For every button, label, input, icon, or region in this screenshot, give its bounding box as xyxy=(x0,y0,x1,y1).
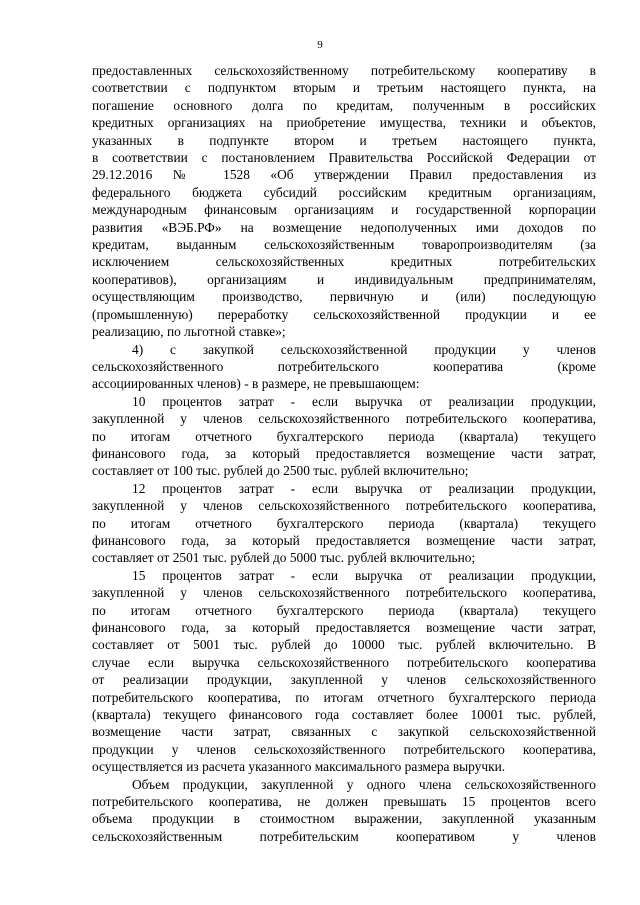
text-line: финансового года, за который предоставляется возмещение части затрат, xyxy=(92,620,596,635)
paragraph xyxy=(92,776,596,846)
text-line: кредитных организациях на приобретение имущества, техники и объектов, xyxy=(92,115,596,131)
text-line: исключением сельскохозяйственных кредитных потребительских xyxy=(92,254,596,270)
paragraph xyxy=(92,62,596,341)
text-line: развития «ВЭБ.РФ» на возмещение недополученных ими доходов по xyxy=(92,219,596,235)
text-line: в соответствии с постановлением Правительства Российской Федерации от xyxy=(92,150,596,166)
text-line: сельскохозяйственным потребительским кооперативом у членов xyxy=(92,828,596,844)
text-line: 29.12.2016 № 1528 «Об утверждении Правил предоставления из xyxy=(92,167,596,183)
text-line: от реализации продукции, закупленной у членов сельскохозяйственного xyxy=(92,672,596,688)
text-line: продукции у членов сельскохозяйственного потребительского кооператива, xyxy=(92,741,596,757)
text-line: (квартала) текущего финансового года составляет более 10001 тыс. рублей, xyxy=(92,707,596,723)
paragraph xyxy=(92,567,596,776)
text-line: закупленной у членов сельскохозяйственного потребительского кооператива, xyxy=(92,411,596,427)
paragraph xyxy=(92,341,596,393)
text-line: предоставленных сельскохозяйственному потребительскому кооперативу в xyxy=(92,63,596,78)
text-line: по итогам отчетного бухгалтерского периода (квартала) текущего xyxy=(92,428,596,444)
text-line: осуществляющим производство, первичную и (или) последующую xyxy=(92,289,596,305)
text-line: указанных в подпункте втором и третьем настоящего пункта, xyxy=(92,132,596,148)
paragraph xyxy=(92,393,596,480)
text-line: по итогам отчетного бухгалтерского периода (квартала) текущего xyxy=(92,515,596,531)
text-line: 10 процентов затрат - если выручка от реализации продукции, xyxy=(132,393,596,409)
text-line: финансового года, за который предоставляется возмещение части затрат, xyxy=(92,532,596,548)
text-line: ассоциированных членов) - в размере, не превышающем: xyxy=(92,376,420,392)
text-line: 12 процентов затрат - если выручка от реализации продукции, xyxy=(132,480,596,496)
text-line: объема продукции в стоимостном выражении, закупленной указанным xyxy=(92,811,596,827)
paragraph xyxy=(92,480,596,567)
text-line: по итогам отчетного бухгалтерского периода (квартала) текущего xyxy=(92,602,596,618)
page-number: 9 xyxy=(317,39,323,51)
text-line: случае если выручка сельскохозяйственного потребительского кооператива xyxy=(92,654,596,670)
text-line: закупленной у членов сельскохозяйственного потребительского кооператива, xyxy=(92,585,596,601)
text-line: международным финансовым организациям и государственной корпорации xyxy=(92,202,596,218)
text-line: осуществляется из расчета указанного максимального размера выручки. xyxy=(92,759,506,775)
text-line: Объем продукции, закупленной у одного члена сельскохозяйственного xyxy=(132,776,596,792)
text-line: федерального бюджета субсидий российским кредитным организациям, xyxy=(92,184,596,200)
text-line: сельскохозяйственного потребительского кооператива (кроме xyxy=(92,358,596,374)
text-line: составляет от 5001 тыс. рублей до 10000 тыс. рублей включительно. В xyxy=(92,637,596,653)
document-body xyxy=(92,62,596,845)
text-line: потребительского кооператива, не должен превышать 15 процентов всего xyxy=(92,794,596,810)
text-line: составляет от 2501 тыс. рублей до 5000 тыс. рублей включительно; xyxy=(92,550,476,566)
text-line: 4) с закупкой сельскохозяйственной продукции у членов xyxy=(132,341,596,357)
text-line: кредитам, выданным сельскохозяйственным товаропроизводителям (за xyxy=(92,237,596,253)
text-line: погашение основного долга по кредитам, полученным в российских xyxy=(92,97,596,113)
text-line: (промышленную) переработку сельскохозяйственной продукции и ее xyxy=(92,306,596,322)
text-line: потребительского кооператива, по итогам отчетного бухгалтерского периода xyxy=(92,689,596,705)
text-line: 15 процентов затрат - если выручка от реализации продукции, xyxy=(132,567,596,583)
text-line: кооперативов), организациям и индивидуальным предпринимателям, xyxy=(92,271,596,287)
text-line: соответствии с подпунктом вторым и третьим настоящего пункта, на xyxy=(92,80,596,96)
text-line: закупленной у членов сельскохозяйственного потребительского кооператива, xyxy=(92,498,596,514)
text-line: финансового года, за который предоставляется возмещение части затрат, xyxy=(92,445,596,461)
text-line: реализацию, по льготной ставке»; xyxy=(92,324,286,340)
text-line: возмещение части затрат, связанных с закупкой сельскохозяйственной xyxy=(92,724,596,740)
text-line: составляет от 100 тыс. рублей до 2500 тыс. рублей включительно; xyxy=(92,463,469,479)
